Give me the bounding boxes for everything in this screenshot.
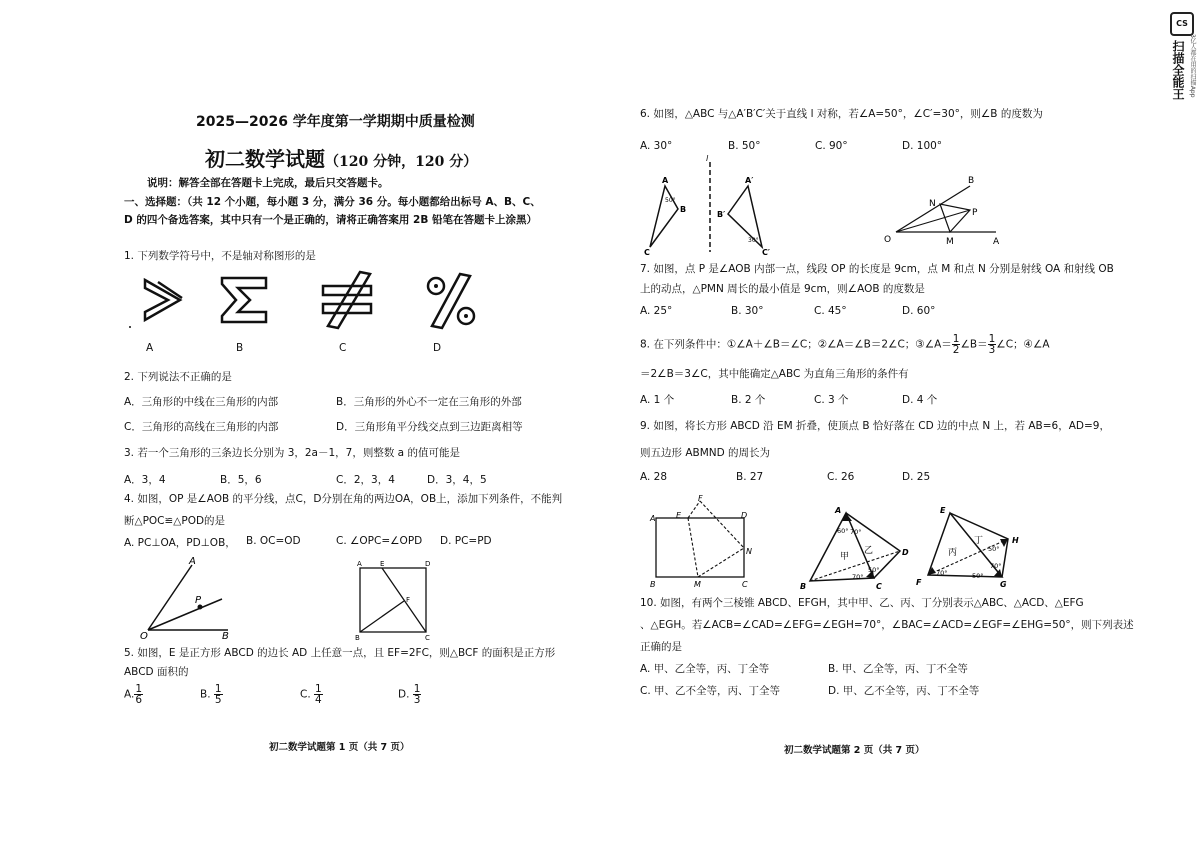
q8-option-d: D. 4 个 xyxy=(902,394,938,406)
q10-label-d: D xyxy=(902,548,909,557)
q7-label-p: P xyxy=(972,208,978,218)
q5-stem-line2: ABCD 面积的 xyxy=(124,666,189,678)
q7-option-b: B. 30° xyxy=(731,305,764,317)
q5-label-c: C xyxy=(425,634,430,642)
q8-stem-line2: ＝2∠B＝3∠C，其中能确定△ABC 为直角三角形的条件有 xyxy=(640,368,909,380)
q2-option-d: D．三角形角平分线交点到三边距离相等 xyxy=(336,421,523,433)
q5-option-c xyxy=(300,684,323,705)
q1-label-c: C xyxy=(339,342,347,354)
q7-label-o: O xyxy=(884,235,892,245)
left-page-footer: 初二数学试题第 1 页（共 7 页） xyxy=(269,742,410,753)
q10-option-a: A. 甲、乙全等，丙、丁全等 xyxy=(640,663,770,675)
q2-option-b: B．三角形的外心不一定在三角形的外部 xyxy=(336,396,522,408)
q10-label-a: A xyxy=(835,506,842,515)
q10-label-c-50: 50° xyxy=(868,566,880,574)
subject-title-sub: （120 分钟，120 分） xyxy=(325,154,478,170)
q9-label-a: A xyxy=(650,514,656,523)
q5-option-d-frac: $\frac{1}{3}$ xyxy=(413,683,421,706)
q10-option-c: C. 甲、乙不全等，丙、丁全等 xyxy=(640,685,781,697)
q10-label-yi: 乙 xyxy=(864,546,874,556)
q6-symmetry-figure xyxy=(640,154,780,258)
q9-label-m: M xyxy=(694,580,701,589)
q4-option-c: C. ∠OPC=∠OPD xyxy=(336,535,423,547)
q3-option-c: C．2，3，4 xyxy=(336,474,395,486)
q4-label-b: B xyxy=(222,631,229,642)
q6-label-a-prime: A′ xyxy=(745,176,754,185)
q10-stem-line3: 正确的是 xyxy=(640,641,682,653)
q8-stem-part3: ∠C；④∠A xyxy=(996,338,1050,351)
q5-option-d-letter: D. xyxy=(398,688,410,701)
q6-label-30deg: 30° xyxy=(748,237,759,244)
q2-option-a: A．三角形的中线在三角形的内部 xyxy=(124,396,279,408)
q5-option-c-letter: C. xyxy=(300,688,311,701)
q10-pyramid-efgh-figure xyxy=(912,503,1027,589)
q4-option-d: D. PC=PD xyxy=(440,535,492,547)
q5-option-b xyxy=(200,684,223,705)
q5-label-f: F xyxy=(406,596,411,604)
q7-label-n: N xyxy=(929,199,936,209)
q8-frac-third: $\frac{1}{3}$ xyxy=(988,333,996,356)
q1-label-a: A xyxy=(146,342,154,354)
q10-stem-line1: 10. 如图，有两个三棱锥 ABCD、EFGH，其中甲、乙、丙、丁分别表示△ABC、△ACD、△EFG xyxy=(640,597,1084,609)
q5-option-a-letter: A. xyxy=(124,688,135,701)
q3-option-a: A．3，4 xyxy=(124,474,166,486)
instructions: 说明：解答全部在答题卡上完成，最后只交答题卡。 xyxy=(147,177,389,189)
q3-option-b: B．5，6 xyxy=(220,474,262,486)
q10-label-a-70: 70° xyxy=(850,528,862,536)
q6-option-a: A. 30° xyxy=(640,140,673,152)
q4-stem-line2: 断△POC≌△POD的是 xyxy=(124,515,226,527)
scanner-watermark xyxy=(1170,12,1194,100)
q9-option-c: C. 26 xyxy=(827,471,855,483)
q5-square-figure xyxy=(352,558,437,640)
q7-stem-line1: 7. 如图，点 P 是∠AOB 内部一点，线段 OP 的长度是 9cm，点 M 和点 N 分别是射线 OA 和射线 OB xyxy=(640,263,1114,275)
q8-stem-part2: ∠B＝ xyxy=(960,338,988,351)
q6-label-a: A xyxy=(662,176,669,185)
q8-stem-part1: 8. 在下列条件中：①∠A＋∠B＝∠C；②∠A＝∠B＝2∠C；③∠A＝ xyxy=(640,338,952,351)
q7-option-d: D. 60° xyxy=(902,305,936,317)
q10-label-f: F xyxy=(916,578,922,587)
q7-angle-figure xyxy=(878,172,1018,250)
q5-label-d: D xyxy=(425,560,431,568)
q6-label-c: C xyxy=(644,248,650,257)
q10-label-g-70: 70° xyxy=(990,562,1002,570)
q6-label-c-prime: C′ xyxy=(762,248,770,257)
q10-stem-line2: 、△EGH。若∠ACB=∠CAD=∠EFG=∠EGH=70°，∠BAC=∠ACD=∠EGF=∠EHG=50°，则下列表述 xyxy=(640,619,1134,631)
q6-option-b: B. 50° xyxy=(728,140,761,152)
q1-symbol-b-icon xyxy=(222,278,266,322)
q10-label-b: B xyxy=(800,582,807,591)
q1-label-b: B xyxy=(236,342,244,354)
q4-label-a: A xyxy=(189,556,196,567)
q9-label-f: F xyxy=(698,494,703,503)
q6-label-b-prime: B′ xyxy=(717,210,726,219)
q1-symbol-d-icon xyxy=(428,274,474,328)
q9-label-c: C xyxy=(742,580,748,589)
q1-stem: 1. 下列数学符号中，不是轴对称图形的是 xyxy=(124,250,316,262)
right-page-footer: 初二数学试题第 2 页（共 7 页） xyxy=(784,745,925,756)
q7-option-c: C. 45° xyxy=(814,305,847,317)
q1-symbol-c-icon xyxy=(323,272,371,328)
q5-option-c-frac: $\frac{1}{4}$ xyxy=(315,683,322,706)
q3-stem: 3. 若一个三角形的三条边长分别为 3，2a－1，7，则整数 a 的值可能是 xyxy=(124,447,460,459)
q9-label-n: N xyxy=(746,547,752,556)
q4-option-b: B. OC=OD xyxy=(246,535,301,547)
q10-pyramid-abcd-figure xyxy=(796,503,916,589)
q9-option-b: B. 27 xyxy=(736,471,764,483)
q10-label-f-70: 70° xyxy=(936,569,948,577)
q4-label-o: O xyxy=(140,631,148,642)
scanner-tagline: 3亿人都在用的扫描App xyxy=(1189,34,1196,98)
q10-label-jia: 甲 xyxy=(840,552,850,562)
q7-option-a: A. 25° xyxy=(640,305,673,317)
scanner-logo-icon: CS xyxy=(1170,12,1194,36)
q3-option-d: D．3，4，5 xyxy=(427,474,487,486)
q8-frac-half: $\frac{1}{2}$ xyxy=(952,333,960,356)
q6-label-50deg: 50° xyxy=(665,197,676,204)
q8-option-a: A. 1 个 xyxy=(640,394,675,406)
q4-option-a: A. PC⊥OA，PD⊥OB， xyxy=(124,537,236,549)
subject-title xyxy=(205,143,477,172)
q10-label-g-50: 50° xyxy=(972,572,984,580)
q5-stem-line1: 5. 如图，E 是正方形 ABCD 的边长 AD 上任意一点，且 EF=2FC，则△BCF 的面积是正方形 xyxy=(124,647,556,659)
q5-option-a-frac: $\frac{1}{6}$ xyxy=(135,683,143,706)
q6-option-d: D. 100° xyxy=(902,140,943,152)
q10-label-a-60: 60° xyxy=(837,527,849,535)
q6-label-l: l xyxy=(706,154,709,163)
q5-option-b-letter: B. xyxy=(200,688,211,701)
q10-option-b: B. 甲、乙全等，丙、丁不全等 xyxy=(828,663,968,675)
scanner-brand-name: 扫描全能王 xyxy=(1171,40,1185,100)
q10-label-g: G xyxy=(1000,580,1007,589)
q5-option-d xyxy=(398,684,421,705)
section-1-header-line1: 一、选择题：（共 12 个小题，每小题 3 分，满分 36 分。每小题都给出标号 A、B、C、 xyxy=(124,196,541,208)
q10-label-h-50: 50° xyxy=(988,545,1000,553)
q9-fold-figure xyxy=(648,496,758,592)
q5-label-a: A xyxy=(357,560,362,568)
section-1-header-line2: D 的四个备选答案，其中只有一个是正确的，请将正确答案用 2B 铅笔在答题卡上涂黑） xyxy=(124,214,537,226)
q1-label-d: D xyxy=(433,342,442,354)
q7-label-b: B xyxy=(968,176,975,186)
q7-stem-line2: 上的动点，△PMN 周长的最小值是 9cm，则∠AOB 的度数是 xyxy=(640,283,925,295)
q5-label-e: E xyxy=(380,560,385,568)
q2-option-c: C．三角形的高线在三角形的内部 xyxy=(124,421,279,433)
q5-option-a xyxy=(124,684,143,705)
q5-label-b: B xyxy=(355,634,360,642)
q1-symbols-figure xyxy=(130,270,500,340)
q10-label-h: H xyxy=(1012,536,1019,545)
q10-label-c: C xyxy=(876,582,882,591)
q10-label-e: E xyxy=(940,506,946,515)
q10-option-d: D. 甲、乙不全等，丙、丁不全等 xyxy=(828,685,980,697)
q8-option-c: C. 3 个 xyxy=(814,394,849,406)
q4-stem-line1: 4. 如图，OP 是∠AOB 的平分线，点C，D分别在角的两边OA，OB上，添加下列条件，不能判 xyxy=(124,493,563,505)
q9-stem-line2: 则五边形 ABMND 的周长为 xyxy=(640,447,771,459)
q8-stem-line1 xyxy=(640,334,1050,355)
q2-stem: 2. 下列说法不正确的是 xyxy=(124,371,232,383)
q1-symbol-a-icon xyxy=(129,280,182,328)
q10-label-c-70: 70° xyxy=(852,573,864,581)
q8-option-b: B. 2 个 xyxy=(731,394,766,406)
q5-option-b-frac: $\frac{1}{5}$ xyxy=(214,683,222,706)
q9-label-d: D xyxy=(741,511,748,520)
q6-stem: 6. 如图，△ABC 与△A′B′C′关于直线 l 对称，若∠A=50°，∠C′=30°，则∠B 的度数为 xyxy=(640,108,1043,120)
q9-option-d: D. 25 xyxy=(902,471,931,483)
q7-label-a: A xyxy=(993,237,1000,247)
q4-label-p: P xyxy=(195,595,202,606)
q7-label-m: M xyxy=(946,237,954,247)
q9-label-b: B xyxy=(650,580,656,589)
q4-angle-figure xyxy=(140,555,250,640)
q6-option-c: C. 90° xyxy=(815,140,848,152)
q9-stem-line1: 9. 如图，将长方形 ABCD 沿 EM 折叠，使顶点 B 恰好落在 CD 边的中点 N 上，若 AB=6，AD=9， xyxy=(640,420,1110,432)
q10-label-bing: 丙 xyxy=(948,548,958,558)
q9-option-a: A. 28 xyxy=(640,471,668,483)
exam-title: 2025—2026 学年度第一学期期中质量检测 xyxy=(196,114,475,130)
subject-title-text: 初二数学试题 xyxy=(205,147,325,171)
q9-label-e: E xyxy=(676,511,682,520)
q10-label-ding: 丁 xyxy=(974,536,984,546)
q6-label-b: B xyxy=(680,205,687,214)
